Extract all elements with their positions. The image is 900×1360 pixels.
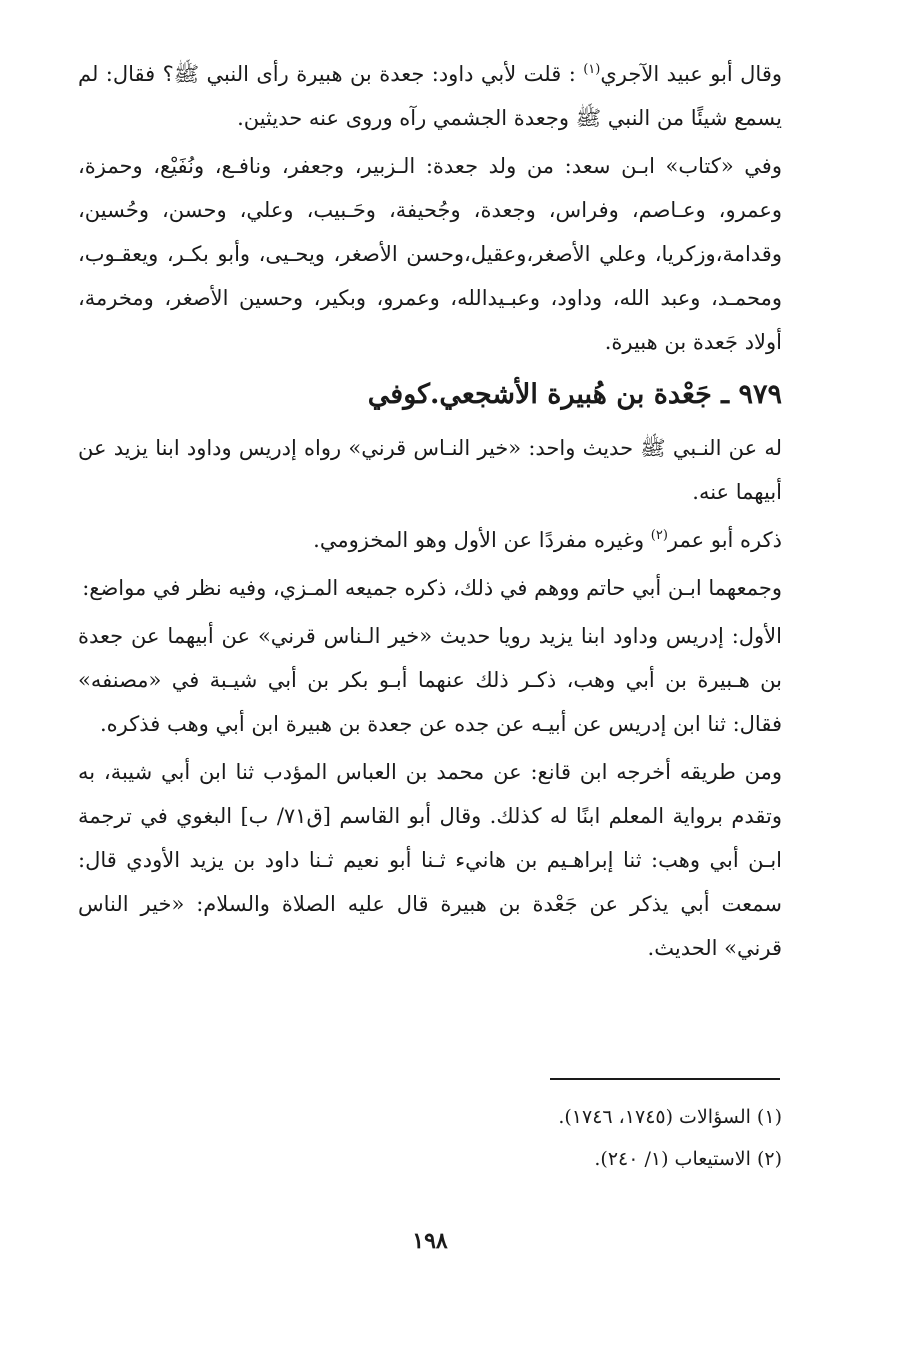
footnotes bbox=[78, 1096, 782, 1180]
paragraph-first-point: الأول: إدريس وداود ابنا يزيد رويا حديث «خير الـناس قرني» عن أبيهما عن جعدة بن هـبيرة بن أبي وهب، ذكـر ذلك عنهما أبـو بكر بن أبي شيـبة في «مصنفه» فقال: ثنا ابن إدريس عن أبيـه عن جده عن جعدة بن هبيرة ابن أبي وهب فذكره. bbox=[78, 624, 782, 736]
page-number: ١٩٨ bbox=[412, 1228, 448, 1254]
paragraph-ibn-abi-hatim: وجمعهما ابـن أبي حاتم ووهم في ذلك، ذكره جميعه المـزي، وفيه نظر في مواضع: bbox=[82, 576, 782, 600]
paragraph-text: ذكره أبو عمر bbox=[667, 528, 782, 552]
footnote-1: (١) السؤالات (١٧٤٥، ١٧٤٦). bbox=[558, 1106, 782, 1128]
paragraph-text: وقال أبو عبيد الآجري bbox=[600, 62, 783, 86]
paragraph-text: : قلت لأبي داود: جعدة بن هبيرة رأى النبي ﷺ؟ فقال: لم يسمع شيئًا من النبي ﷺ وجعدة الجشمي رآه وروى عنه حديثين. bbox=[78, 62, 782, 130]
page-body bbox=[78, 52, 782, 974]
paragraph-ibn-qani: ومن طريقه أخرجه ابن قانع: عن محمد بن العباس المؤدب ثنا ابن أبي شيبة، به وتقدم برواية المعلم ابنًا له كذلك. وقال أبو القاسم [ق٧١/ ب] البغوي في ترجمة ابـن أبي وهب: ثنا إبراهـيم بن هانيء ثـنا أبو نعيم ثـنا داود بن يزيد الأودي قال: سمعت أبي يذكر عن جَعْدة بن هبيرة قال عليه الصلاة والسلام: «خير الناس قرني» الحديث. bbox=[78, 760, 782, 960]
entry-heading: ٩٧٩ ـ جَعْدة بن هُبيرة الأشجعي.كوفي bbox=[367, 379, 782, 410]
paragraph-hadith: له عن النـبي ﷺ حديث واحد: «خير النـاس قرني» رواه إدريس وداود ابنا يزيد عن أبيهما عنه. bbox=[78, 436, 782, 504]
footnote-2: (٢) الاستيعاب (١/ ٢٤٠). bbox=[594, 1148, 782, 1170]
footnote-divider bbox=[550, 1078, 780, 1080]
paragraph-ibn-saad-sons: وفي «كتاب» ابـن سعد: من ولد جعدة: الـزبير، وجعفر، ونافـع، ونُفَيْع، وحمزة، وعمرو، وعـاصم، وفراس، وجعدة، وجُحيفة، وحَـبيب، وعلي، وحسن، وحُسين، وقدامة،وزكريا، وعلي الأصغر،وعقيل،وحسن الأصغر، ويحـيى، وأبو بكـر، ويعقـوب، ومحمـد، وعبد الله، وداود، وعبـيدالله، وعمرو، وبكير، وحسين الأصغر، ومخرمة، أولاد جَعدة بن هبيرة. bbox=[78, 154, 782, 354]
paragraph-text: وغيره مفردًا عن الأول وهو المخزومي. bbox=[313, 528, 651, 552]
footnote-ref-1: (١) bbox=[583, 62, 601, 77]
paragraph-abu-umar bbox=[78, 518, 782, 562]
footnote-ref-2: (٢) bbox=[650, 528, 668, 543]
paragraph-ajurri-question bbox=[78, 52, 782, 140]
